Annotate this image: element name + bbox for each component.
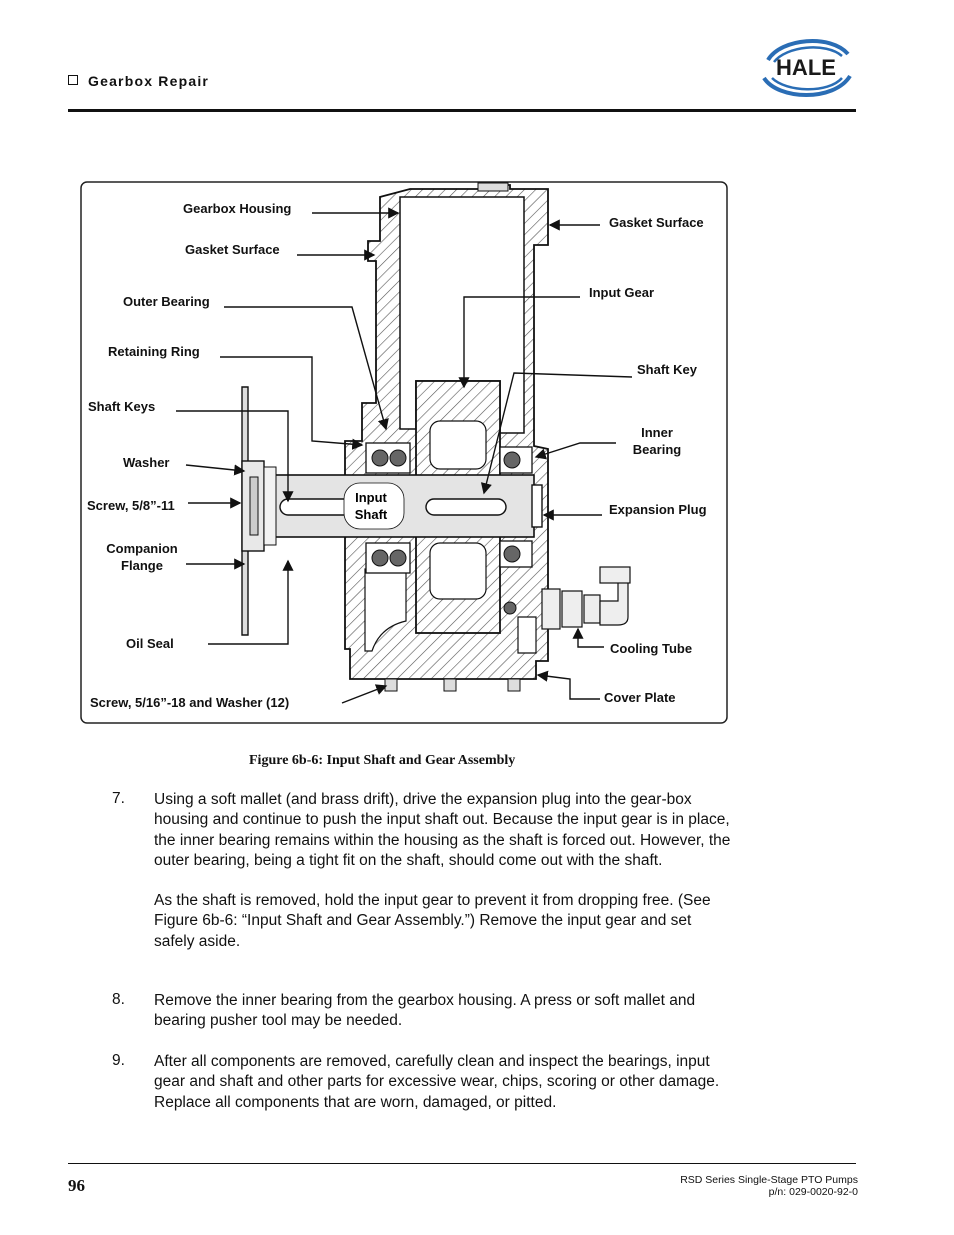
step-7 <box>112 790 732 952</box>
step-number: 9. <box>112 1052 125 1069</box>
step-text: Using a soft mallet (and brass drift), drive the expansion plug into the gear-box housing and continue to push the input shaft out. Because the input gear is in place, the inner bearing remains within the housing as the shaft is forced out. However, the outer bearing, being a tight fit on the shaft, should come out with the shaft. <box>154 791 731 869</box>
label-cooling-tube: Cooling Tube <box>610 641 693 656</box>
step-number: 7. <box>112 790 125 807</box>
label-companion-2: Flange <box>121 558 163 573</box>
label-screw-58: Screw, 5/8”-11 <box>87 498 175 513</box>
step-text-continued: As the shaft is removed, hold the input gear to prevent it from dropping free. (See Figure 6b-6: “Input Shaft and Gear Assembly.”) Remove the input gear and set safely aside. <box>154 892 711 950</box>
header-rule <box>68 109 856 112</box>
label-inner-1: Inner <box>641 425 673 440</box>
label-expansion-plug: Expansion Plug <box>609 502 707 517</box>
label-outer-bearing: Outer Bearing <box>123 294 210 309</box>
input-label-1: Input <box>355 490 387 505</box>
label-companion-1: Companion <box>106 541 178 556</box>
logo-text: HALE <box>776 55 836 80</box>
step-8 <box>112 991 732 1032</box>
label-input-gear: Input Gear <box>589 285 655 300</box>
label-shaft-keys: Shaft Keys <box>88 399 156 414</box>
footer-part-number: p/n: 029-0020-92-0 <box>768 1186 858 1198</box>
label-gasket-surface-right: Gasket Surface <box>609 215 704 230</box>
step-list <box>112 790 732 1111</box>
step-text: After all components are removed, carefully clean and inspect the bearings, input gear and shaft and other parts for excessive wear, chips, scoring or other damage. Replace all components that are worn, damaged, or pitted. <box>154 1053 720 1111</box>
label-retaining-ring: Retaining Ring <box>108 344 200 359</box>
step-text: Remove the inner bearing from the gearbox housing. A press or soft mallet and bearing pusher tool may be needed. <box>154 992 696 1030</box>
label-oil-seal: Oil Seal <box>126 636 174 651</box>
section-title: Gearbox Repair <box>88 73 210 89</box>
label-inner-2: Bearing <box>632 442 682 457</box>
step-number: 8. <box>112 991 125 1008</box>
hale-logo <box>756 36 856 98</box>
assembly-diagram <box>80 181 728 724</box>
label-screw-516: Screw, 5/16”-18 and Washer (12) <box>90 695 290 710</box>
input-label-2: Shaft <box>354 507 388 522</box>
expansion-plug <box>532 485 542 527</box>
footer-rule <box>68 1163 856 1164</box>
label-cover-plate: Cover Plate <box>604 690 676 705</box>
section-header <box>68 73 209 89</box>
label-washer: Washer <box>123 455 170 470</box>
figure-caption: Figure 6b-6: Input Shaft and Gear Assembly <box>249 753 516 768</box>
footer-info <box>680 1174 858 1198</box>
checkbox-bullet-icon <box>68 75 78 85</box>
label-shaft-key: Shaft Key <box>637 362 697 377</box>
input-shaft <box>248 475 534 537</box>
label-gearbox-housing: Gearbox Housing <box>183 201 292 216</box>
label-gasket-surface-left: Gasket Surface <box>185 242 280 257</box>
footer-title: RSD Series Single-Stage PTO Pumps <box>680 1174 858 1186</box>
page-number: 96 <box>68 1176 85 1195</box>
step-9 <box>112 1052 732 1113</box>
